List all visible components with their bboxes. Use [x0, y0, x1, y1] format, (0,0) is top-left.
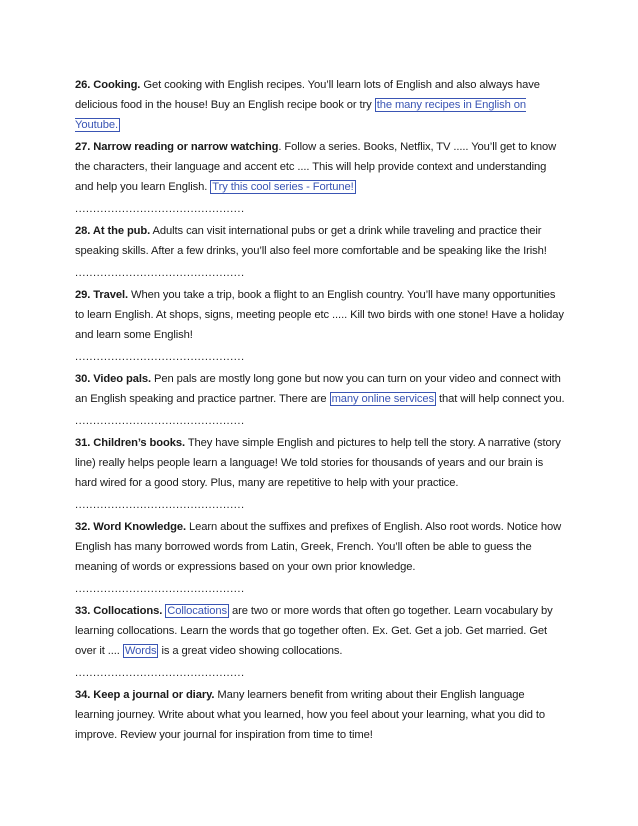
words-video-link[interactable]: Words [124, 645, 157, 657]
entry-text: that will help connect you. [436, 393, 565, 405]
entry-paragraph [75, 285, 565, 345]
separator: ............................................... [75, 415, 245, 427]
entry-paragraph [75, 369, 565, 409]
entry-32 [75, 517, 565, 577]
entry-paragraph [75, 137, 565, 197]
document-page [75, 75, 565, 745]
entry-31 [75, 433, 565, 493]
separator: ............................................... [75, 203, 245, 215]
entry-text: Many learners benefit from writing about their English language learning journey. Write about what you learned, how you feel about your learning, what you did to improve. Review your journal for inspiration from time to time! [75, 689, 546, 741]
entry-title: 27. Narrow reading or narrow watching [75, 141, 279, 153]
entry-29 [75, 285, 565, 345]
entry-26 [75, 75, 565, 135]
entry-30 [75, 369, 565, 409]
online-services-link[interactable]: many online services [331, 393, 435, 405]
entry-title: 30. Video pals. [75, 373, 152, 385]
entry-28 [75, 221, 565, 261]
entry-title: 26. Cooking. [75, 79, 141, 91]
entry-text: Learn about the suffixes and prefixes of English. Also root words. Notice how English has many borrowed words from Latin, Greek, French. You’ll often be able to guess the meaning of words or expressions based on your own prior knowledge. [75, 521, 562, 573]
separator: ............................................... [75, 667, 245, 679]
entry-text: Pen pals are mostly long gone but now you can turn on your video and connect with an English speaking and practice partner. There are [75, 373, 561, 405]
entry-33 [75, 601, 565, 661]
youtube-recipes-link[interactable]: the many recipes in English on Youtube. [75, 99, 527, 131]
entry-title: 29. Travel. [75, 289, 129, 301]
entry-text: is a great video showing collocations. [158, 645, 343, 657]
entry-paragraph [75, 75, 565, 135]
separator: ............................................... [75, 583, 245, 595]
entry-text: They have simple English and pictures to help tell the story. A narrative (story line) really helps people learn a language! We told stories for thousands of years and our brain is hard wired for a good story. Plus, many are repetitive to help with your practice. [75, 437, 561, 489]
separator: ............................................... [75, 351, 245, 363]
entry-text: When you take a trip, book a flight to an English country. You’ll have many opportunities to learn English. At shops, signs, meeting people etc ..... Kill two birds with one stone! Have a holiday and learn some English! [75, 289, 564, 341]
entry-paragraph [75, 601, 565, 661]
entry-title: 32. Word Knowledge. [75, 521, 187, 533]
collocations-link[interactable]: Collocations [167, 605, 227, 617]
entry-text: Adults can visit international pubs or get a drink while traveling and practice their speaking skills. After a few drinks, you’ll also feel more comfortable and be speaking like the Irish! [75, 225, 547, 257]
entry-text: are two or more words that often go together. Learn vocabulary by learning collocations. Learn the words that go together often. Ex. Get. Get a job. Get married. Get over it .... [75, 605, 553, 657]
separator: ............................................... [75, 267, 245, 279]
entry-title: 34. Keep a journal or diary. [75, 689, 215, 701]
entry-paragraph [75, 517, 565, 577]
separator: ............................................... [75, 499, 245, 511]
entry-text: Get cooking with English recipes. You’ll learn lots of English and also always have delicious food in the house! Buy an English recipe book or try [75, 79, 540, 111]
entry-text: . Follow a series. Books, Netflix, TV ..... You’ll get to know the characters, their language and accent etc .... This will help provide context and understanding and help you learn English. [75, 141, 557, 193]
fortune-series-link[interactable]: Try this cool series - Fortune! [212, 181, 354, 193]
entry-title: 33. Collocations. [75, 605, 163, 617]
entry-paragraph [75, 433, 565, 493]
entry-title: 28. At the pub. [75, 225, 151, 237]
entry-paragraph [75, 221, 565, 261]
entry-27 [75, 137, 565, 197]
entry-34 [75, 685, 565, 745]
entry-paragraph [75, 685, 565, 745]
entry-title: 31. Children’s books. [75, 437, 186, 449]
